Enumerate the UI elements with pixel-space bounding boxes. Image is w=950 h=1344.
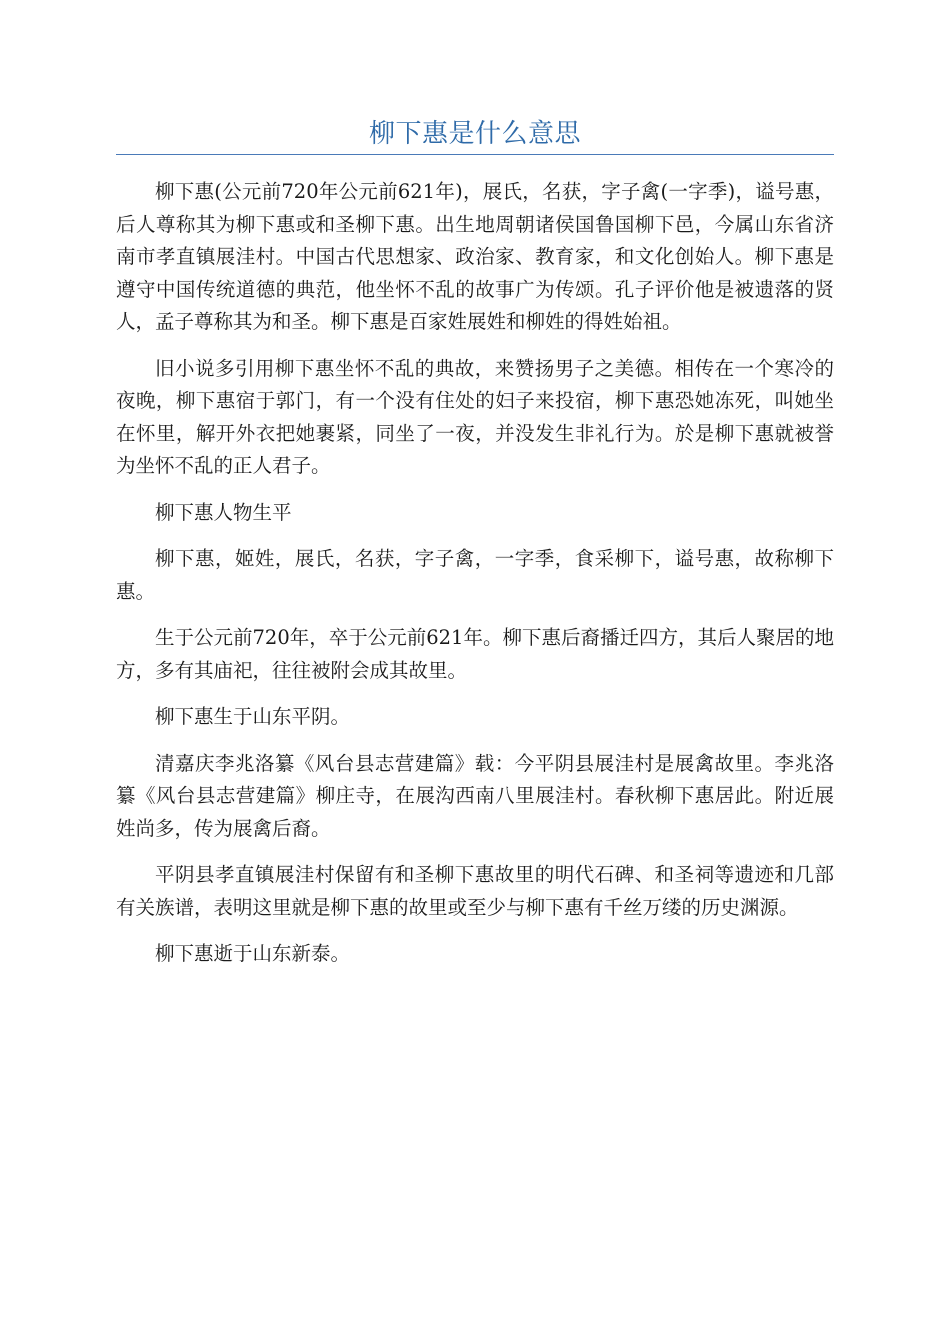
paragraph-records: 清嘉庆李兆洛纂《风台县志营建篇》载：今平阴县展洼村是展禽故里。李兆洛纂《风台县志营建篇》柳庄寺，在展沟西南八里展洼村。春秋柳下惠居此。附近展姓尚多，传为展禽后裔。 — [116, 751, 834, 840]
paragraph-birthplace: 柳下惠生于山东平阴。 — [155, 705, 351, 728]
paragraph-relics: 平阴县孝直镇展洼村保留有和圣柳下惠故里的明代石碑、和圣祠等遗迹和几部有关族谱，表明这里就是柳下惠的故里或至少与柳下惠有千丝万缕的历史渊源。 — [116, 863, 834, 919]
paragraph-death: 柳下惠逝于山东新泰。 — [155, 942, 351, 965]
title-underline — [116, 154, 834, 155]
paragraph-lifespan: 生于公元前720年，卒于公元前621年。柳下惠后裔播迁四方，其后人聚居的地方，多有其庙祀，往往被附会成其故里。 — [116, 626, 834, 682]
section-heading-biography: 柳下惠人物生平 — [155, 500, 292, 524]
paragraph-legend: 旧小说多引用柳下惠坐怀不乱的典故，来赞扬男子之美德。相传在一个寒冷的夜晚，柳下惠宿于郭门，有一个没有住处的妇子来投宿，柳下惠恐她冻死，叫她坐在怀里，解开外衣把她裹紧，同坐了一夜，并没发生非礼行为。於是柳下惠就被誉为坐怀不乱的正人君子。 — [116, 356, 834, 477]
document-body — [116, 176, 834, 985]
paragraph-intro: 柳下惠(公元前720年公元前621年)，展氏，名获，字子禽(一字季)，谥号惠，后人尊称其为柳下惠或和圣柳下惠。出生地周朝诸侯国鲁国柳下邑，今属山东省济南市孝直镇展洼村。中国古代思想家、政治家、教育家，和文化创始人。柳下惠是遵守中国传统道德的典范，他坐怀不乱的故事广为传颂。孔子评价他是被遗落的贤人，孟子尊称其为和圣。柳下惠是百家姓展姓和柳姓的得姓始祖。 — [116, 180, 834, 333]
document-title: 柳下惠是什么意思 — [368, 119, 581, 149]
paragraph-name: 柳下惠，姬姓，展氏，名获，字子禽，一字季，食采柳下，谥号惠，故称柳下惠。 — [116, 547, 834, 603]
